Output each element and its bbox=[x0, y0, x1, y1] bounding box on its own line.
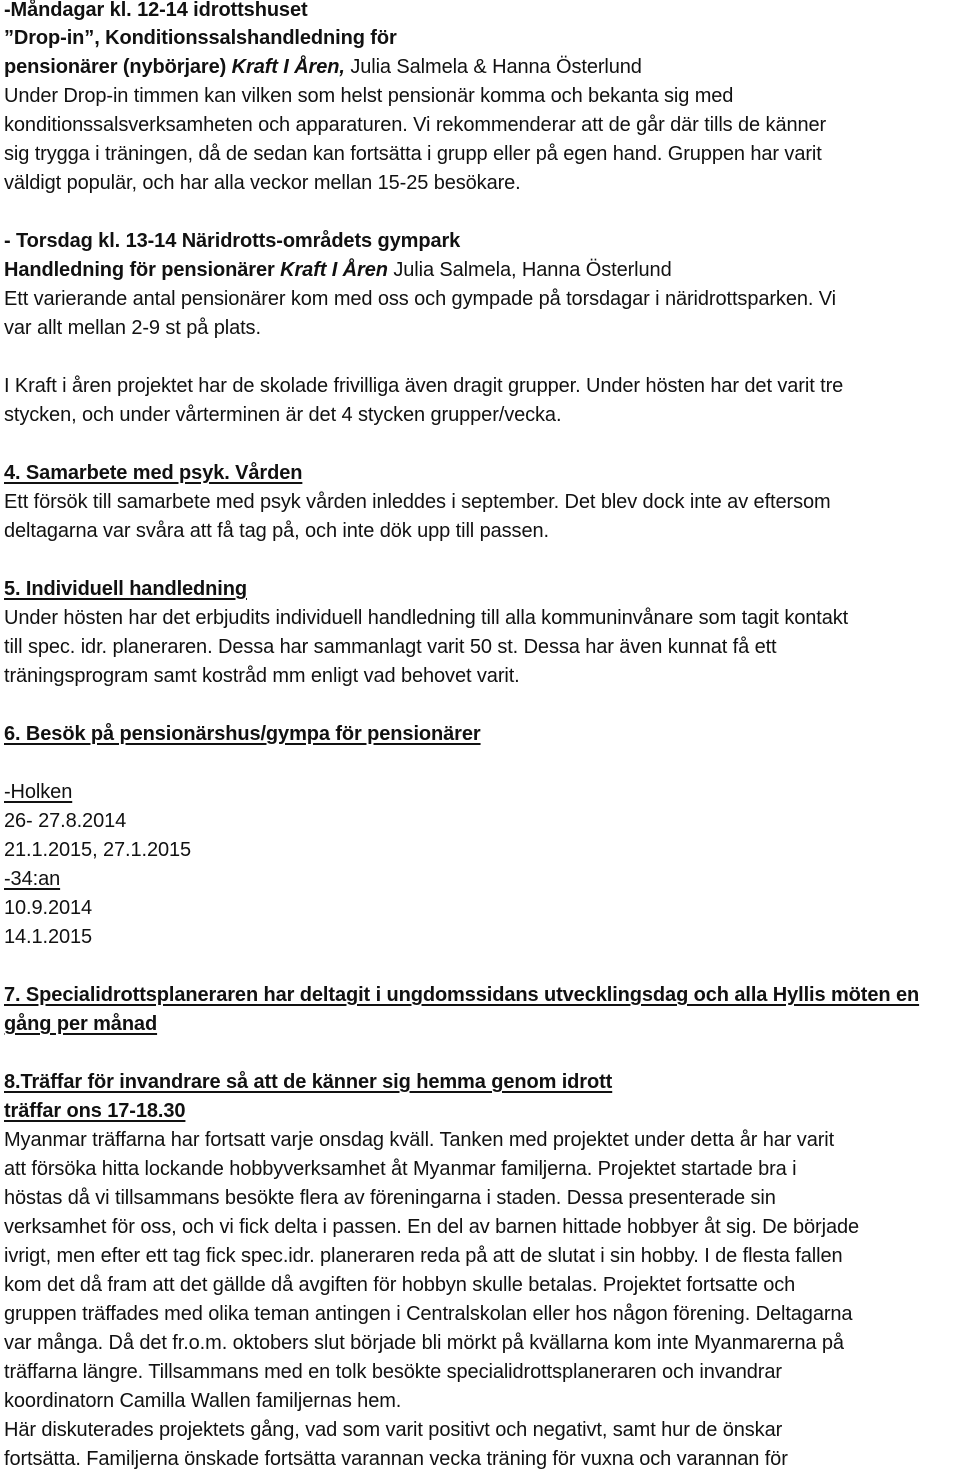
visit-date: 14.1.2015 bbox=[4, 926, 93, 948]
section-7-heading: 7. Specialidrottsplaneraren har deltagit i ungdomssidans utvecklingsdag och alla Hyllis möten en bbox=[4, 984, 920, 1006]
section-8-body-line: koordinatorn Camilla Wallen familjernas hem. bbox=[4, 1390, 402, 1412]
section-5-body-line: träningsprogram samt kostråd mm enligt vad behovet varit. bbox=[4, 665, 520, 687]
section-4-body-line: Ett försök till samarbete med psyk vården inleddes i september. Det blev dock inte av eftersom bbox=[4, 491, 831, 513]
section-8-body-line: verksamhet för oss, och vi fick delta i passen. En del av barnen hittade hobbyer åt sig. De började bbox=[4, 1216, 860, 1238]
monday-body-line: Under Drop-in timmen kan vilken som helst pensionär komma och bekanta sig med bbox=[4, 85, 734, 107]
section-8-body-line: ivrigt, men efter ett tag fick spec.idr. planeraren reda på att de slutat i sin hobby. I de flesta fallen bbox=[4, 1245, 843, 1267]
groups-body-line: I Kraft i åren projektet har de skolade frivilliga även dragit grupper. Under hösten har det varit tre bbox=[4, 375, 844, 397]
thursday-body-line: Ett varierande antal pensionärer kom med oss och gympade på torsdagar i näridrottsparken. Vi bbox=[4, 288, 837, 310]
place-34an: -34:an bbox=[4, 868, 61, 890]
thursday-audience: Handledning för pensionärer bbox=[4, 259, 275, 281]
section-8-body-line: Myanmar träffarna har fortsatt varje onsdag kväll. Tanken med projektet under detta år har varit bbox=[4, 1129, 835, 1151]
section-7-heading-cont: gång per månad bbox=[4, 1013, 158, 1035]
monday-subheading: ”Drop-in”, Konditionssalshandledning för bbox=[4, 27, 397, 49]
section-5-heading: 5. Individuell handledning bbox=[4, 578, 247, 600]
section-8-body-line: var många. Då det fr.o.m. oktobers slut började bli mörkt på kvällarna kom inte Myanmarerna på bbox=[4, 1332, 844, 1354]
thursday-instructors: Julia Salmela, Hanna Österlund bbox=[393, 259, 672, 281]
visit-date: 26- 27.8.2014 bbox=[4, 810, 127, 832]
section-8-body-line: höstas då vi tillsammans besökte flera av föreningarna i staden. Dessa presenterade sin bbox=[4, 1187, 776, 1209]
groups-body-line: stycken, och under vårterminen är det 4 stycken grupper/vecka. bbox=[4, 404, 562, 426]
section-5-body-line: till spec. idr. planeraren. Dessa har sammanlagt varit 50 st. Dessa har även kunnat få ett bbox=[4, 636, 777, 658]
monday-project-name: Kraft I Åren, bbox=[231, 56, 345, 78]
monday-body-line: konditionssalsverksamheten och apparaturen. Vi rekommenderar att de går där tills de känner bbox=[4, 114, 827, 136]
visit-date: 10.9.2014 bbox=[4, 897, 93, 919]
section-8-body-line: fortsätta. Familjerna önskade fortsätta varannan vecka träning för vuxna och varannan för bbox=[4, 1448, 788, 1470]
monday-audience: pensionärer (nybörjare) bbox=[4, 56, 227, 78]
section-5-body-line: Under hösten har det erbjudits individuell handledning till alla kommuninvånare som tagit kontakt bbox=[4, 607, 849, 629]
thursday-project-name: Kraft I Åren bbox=[280, 259, 388, 281]
monday-body-line: sig trygga i träningen, då de sedan kan fortsätta i grupp eller på egen hand. Gruppen har varit bbox=[4, 143, 822, 165]
thursday-body-line: var allt mellan 2-9 st på plats. bbox=[4, 317, 261, 339]
thursday-audience-line bbox=[4, 256, 672, 285]
monday-instructors: Julia Salmela & Hanna Österlund bbox=[350, 56, 642, 78]
place-holken: -Holken bbox=[4, 781, 73, 803]
section-8-body-line: Här diskuterades projektets gång, vad som varit positivt och negativt, samt hur de önskar bbox=[4, 1419, 783, 1441]
monday-heading: -Måndagar kl. 12-14 idrottshuset bbox=[4, 0, 308, 21]
thursday-heading: - Torsdag kl. 13-14 Näridrotts-områdets gympark bbox=[4, 230, 461, 252]
section-8-body-line: träffarna längre. Tillsammans med en tolk besökte specialidrottsplaneraren och invandrar bbox=[4, 1361, 782, 1383]
monday-body-line: väldigt populär, och har alla veckor mellan 15-25 besökare. bbox=[4, 172, 521, 194]
section-8-body-line: gruppen träffades med olika teman antingen i Centralskolan eller hos någon förening. Deltagarna bbox=[4, 1303, 853, 1325]
section-4-body-line: deltagarna var svåra att få tag på, och inte dök upp till passen. bbox=[4, 520, 549, 542]
section-8-heading: 8.Träffar för invandrare så att de känner sig hemma genom idrott bbox=[4, 1071, 613, 1093]
monday-audience-line bbox=[4, 53, 642, 82]
section-4-heading: 4. Samarbete med psyk. Vården bbox=[4, 462, 303, 484]
visit-date: 21.1.2015, 27.1.2015 bbox=[4, 839, 192, 861]
section-8-body-line: kom det då fram att det gällde då avgiften för hobbyn skulle betalas. Projektet fortsatte och bbox=[4, 1274, 796, 1296]
section-6-heading: 6. Besök på pensionärshus/gympa för pensionärer bbox=[4, 723, 481, 745]
section-8-body-line: att försöka hitta lockande hobbyverksamhet åt Myanmar familjerna. Projektet startade bra i bbox=[4, 1158, 797, 1180]
section-8-subheading: träffar ons 17-18.30 bbox=[4, 1100, 186, 1122]
